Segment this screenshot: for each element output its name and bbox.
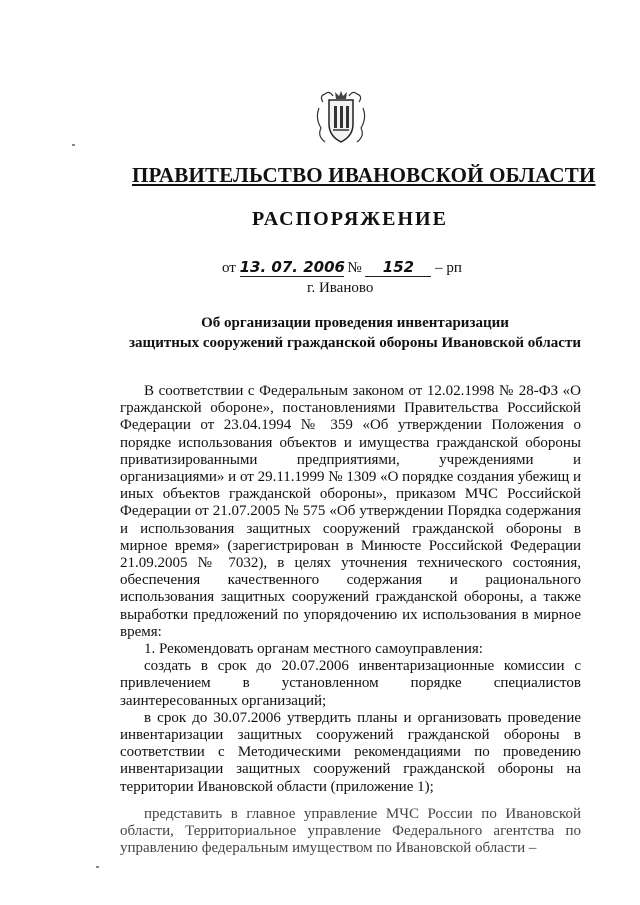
scan-speck xyxy=(96,866,99,868)
document-subject xyxy=(110,313,600,353)
subject-line-1: Об организации проведения инвентаризации xyxy=(201,315,509,331)
document-body xyxy=(120,383,581,857)
number-sign: № xyxy=(347,260,362,276)
item-1-b: в срок до 30.07.2006 утвердить планы и организовать проведение инвентаризации защитных сооружений гражданской обороны в соответствии с Методическими рекомендациями по проведению инвентаризации защитных сооружений гражданской обороны на территории Ивановской области (приложение 1); xyxy=(120,709,581,795)
subject-line-2: защитных сооружений гражданской обороны Ивановской области xyxy=(129,335,581,351)
city: г. Иваново xyxy=(307,280,374,296)
handwritten-number: 152 xyxy=(365,258,431,277)
item-1-c: представить в главное управление МЧС России по Ивановской области, Территориальное управление Федерального агентства по управлению федеральным имуществом по Ивановской области – xyxy=(120,805,581,857)
document-type: РАСПОРЯЖЕНИЕ xyxy=(252,208,448,230)
handwritten-date: 13. 07. 2006 xyxy=(239,258,345,276)
item-1-a: создать в срок до 20.07.2006 инвентаризационные комиссии с привлечением в установленном порядке специалистов заинтересованных организаций; xyxy=(120,658,581,709)
coat-of-arms-emblem xyxy=(315,88,367,148)
scan-speck xyxy=(72,144,75,146)
item-1: 1. Рекомендовать органам местного самоуправления: xyxy=(144,641,483,658)
date-number-line xyxy=(222,258,462,277)
number-suffix: – рп xyxy=(435,260,462,276)
date-prefix: от xyxy=(222,260,236,276)
government-title: ПРАВИТЕЛЬСТВО ИВАНОВСКОЙ ОБЛАСТИ xyxy=(132,163,596,187)
intro-paragraph: В соответствии с Федеральным законом от 12.02.1998 № 28-ФЗ «О гражданской обороне», постановлениями Правительства Российской Федерации от 23.04.1994 № 359 «Об утверждении Положения о порядке использования объектов и имущества гражданской обороны приватизированными предприятиями, учреждениями и организациями» и от 29.11.1999 № 1309 «О порядке создания убежищ и иных объектов гражданской обороны», приказом МЧС Российской Федерации от 21.07.2005 № 575 «Об утверждении Порядка содержания и использования защитных сооружений гражданской обороны в мирное время» (зарегистрирован в Минюсте Российской Федерации 21.09.2005 № 7032), в целях уточнения технического состояния, обеспечения качественного содержания и рационального использования защитных сооружений гражданской обороны, а также выработки предложений по упорядочению их использования в мирное время: xyxy=(120,383,581,640)
